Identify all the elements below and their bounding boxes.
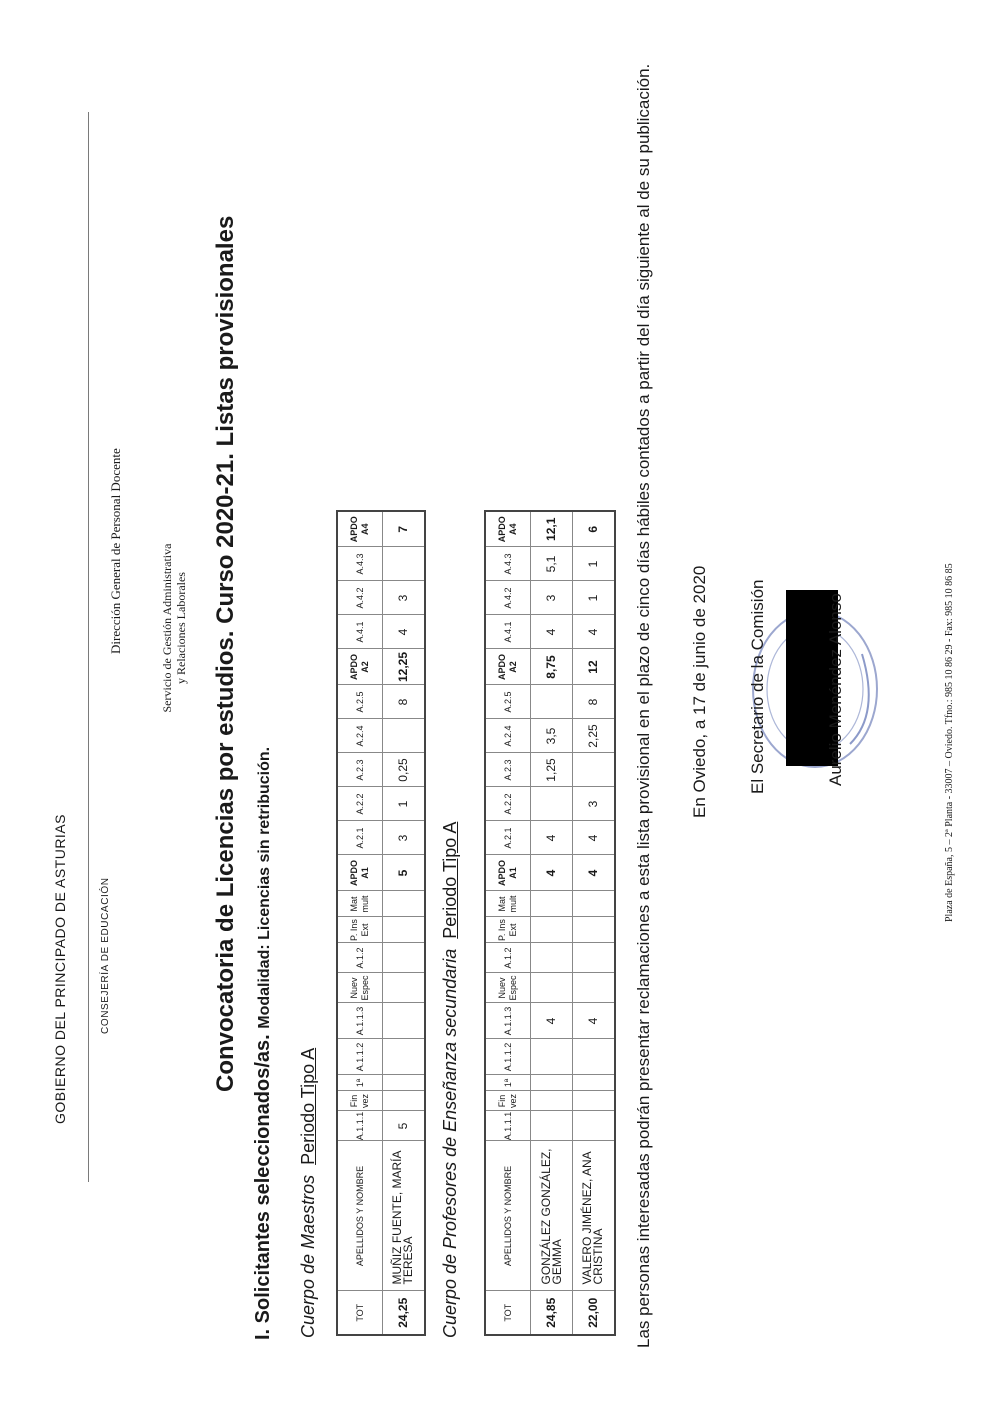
column-header: A.1.1.3 [337, 1003, 383, 1039]
score-cell: 2,25 [573, 719, 615, 753]
score-cell: 1 [573, 547, 615, 581]
score-cell [573, 973, 615, 1003]
score-cell: 12,1 [531, 511, 573, 547]
column-header: P. Ins Ext [337, 917, 383, 943]
table-maestros [336, 510, 426, 1336]
column-header: APDO A4 [337, 511, 383, 547]
column-header: A.1.1.1 [485, 1111, 531, 1141]
column-header: Nuev Espec [337, 973, 383, 1003]
column-header: 1ª [485, 1075, 531, 1091]
column-header: A.1.2 [337, 943, 383, 973]
column-header: A.1.1.2 [485, 1039, 531, 1075]
column-header: APELLIDOS Y NOMBRE [485, 1141, 531, 1291]
column-header: P. Ins Ext [485, 917, 531, 943]
section-heading-detail: Modalidad: Licencias sin retribución. [256, 746, 273, 1029]
header-row [485, 511, 531, 1335]
score-cell [383, 1039, 425, 1075]
servicio-name [160, 518, 188, 738]
header-divider [88, 112, 89, 1182]
cuerpo-heading-maestros [298, 1048, 319, 1338]
column-header: A.2.5 [337, 685, 383, 719]
score-cell: 1,25 [531, 753, 573, 787]
score-cell [573, 753, 615, 787]
column-header: APDO A2 [337, 649, 383, 685]
score-cell: 3,5 [531, 719, 573, 753]
periodo-label: Periodo Tipo A [440, 821, 460, 939]
column-header: APDO A2 [485, 649, 531, 685]
score-cell [531, 1075, 573, 1091]
score-cell [383, 1003, 425, 1039]
score-cell: 4 [573, 821, 615, 855]
score-cell [383, 891, 425, 917]
table-row [531, 511, 573, 1335]
score-cell [573, 917, 615, 943]
score-cell [531, 917, 573, 943]
periodo-label: Periodo Tipo A [298, 1047, 318, 1165]
column-header: TOT [337, 1291, 383, 1335]
score-cell: 1 [383, 787, 425, 821]
place-and-date: En Oviedo, a 17 de junio de 2020 [690, 565, 709, 818]
direccion-name: Dirección General de Personal Docente [108, 448, 123, 654]
column-header: A.2.3 [337, 753, 383, 787]
section-heading [252, 747, 275, 1340]
government-name: GOBIERNO DEL PRINCIPADO DE ASTURIAS [52, 813, 68, 1124]
score-cell [531, 943, 573, 973]
score-cell [531, 1091, 573, 1111]
score-cell: 6 [573, 511, 615, 547]
score-cell: 4 [531, 615, 573, 649]
cuerpo-heading-secundaria [440, 822, 461, 1338]
column-header: Fin vez [337, 1091, 383, 1111]
score-cell: 1 [573, 581, 615, 615]
column-header: APDO A1 [337, 855, 383, 891]
column-header: Fin vez [485, 1091, 531, 1111]
column-header: A.2.1 [337, 821, 383, 855]
document-title: Convocatoria de Licencias por estudios. Curso 2020-21. Listas provisionales [212, 215, 239, 1092]
column-header: A.2.1 [485, 821, 531, 855]
cuerpo-name: Cuerpo de Profesores de Enseñanza secundaria [440, 948, 460, 1338]
score-cell: 3 [573, 787, 615, 821]
column-header: A.1.1.2 [337, 1039, 383, 1075]
score-cell [573, 1111, 615, 1141]
claims-notice: Las personas interesadas podrán presentar reclamaciones a esta lista provisional en el plazo de cinco días hábiles contados a partir del día siguiente al de su publicación. [634, 63, 653, 1348]
score-cell [531, 1111, 573, 1141]
column-header: APDO A4 [485, 511, 531, 547]
column-header: TOT [485, 1291, 531, 1335]
servicio-line-2: y Relaciones Laborales [174, 572, 188, 684]
table-row [383, 511, 425, 1335]
score-cell [383, 1075, 425, 1091]
column-header: A.4.3 [337, 547, 383, 581]
score-cell: 8 [573, 685, 615, 719]
column-header: A.4.3 [485, 547, 531, 581]
score-cell: 4 [573, 855, 615, 891]
table-secundaria [484, 510, 616, 1336]
score-cell: 5 [383, 855, 425, 891]
total-cell: 24,25 [383, 1291, 425, 1335]
score-cell: 5 [383, 1111, 425, 1141]
signatory-role: El Secretario de la Comisión [748, 579, 767, 794]
column-header: A.2.4 [485, 719, 531, 753]
column-header: Mat mult [485, 891, 531, 917]
total-cell: 24,85 [531, 1291, 573, 1335]
column-header: A.1.1.1 [337, 1111, 383, 1141]
score-cell [573, 1075, 615, 1091]
score-cell: 12,25 [383, 649, 425, 685]
address-footer: Plaza de España, 5 – 2ª Planta - 33007 – Oviedo. Tfno.: 985 10 86 29 - Fax: 985 10 86 85 [944, 563, 955, 922]
score-cell [383, 547, 425, 581]
consejeria-name: CONSEJERÍA DE EDUCACIÓN [100, 877, 111, 1034]
score-cell [531, 891, 573, 917]
score-cell [531, 1039, 573, 1075]
column-header: A.1.2 [485, 943, 531, 973]
column-header: A.1.1.3 [485, 1003, 531, 1039]
score-cell [573, 1039, 615, 1075]
column-header: APELLIDOS Y NOMBRE [337, 1141, 383, 1291]
name-cell: VALERO JIMÉNEZ, ANA CRISTINA [573, 1141, 615, 1291]
name-cell: GONZÁLEZ GONZÁLEZ, GEMMA [531, 1141, 573, 1291]
column-header: APDO A1 [485, 855, 531, 891]
section-heading-main: I. Solicitantes seleccionados/as. [252, 1034, 274, 1340]
score-cell: 4 [573, 615, 615, 649]
score-cell [531, 787, 573, 821]
column-header: A.2.3 [485, 753, 531, 787]
score-cell: 4 [383, 615, 425, 649]
score-cell [383, 1091, 425, 1111]
score-cell: 3 [383, 821, 425, 855]
score-cell [383, 973, 425, 1003]
column-header: Nuev Espec [485, 973, 531, 1003]
score-cell: 4 [531, 1003, 573, 1039]
score-cell: 3 [383, 581, 425, 615]
header-row [337, 511, 383, 1335]
name-cell: MUÑIZ FUENTE, MARÍA TERESA [383, 1141, 425, 1291]
score-cell [531, 685, 573, 719]
score-cell [573, 891, 615, 917]
column-header: A.4.1 [337, 615, 383, 649]
score-cell: 4 [531, 855, 573, 891]
column-header: A.2.4 [337, 719, 383, 753]
score-cell: 5,1 [531, 547, 573, 581]
score-cell: 7 [383, 511, 425, 547]
column-header: A.4.2 [485, 581, 531, 615]
column-header: A.2.2 [485, 787, 531, 821]
score-cell: 8,75 [531, 649, 573, 685]
score-cell [573, 1091, 615, 1111]
score-cell [531, 973, 573, 1003]
score-cell: 3 [531, 581, 573, 615]
score-cell [383, 917, 425, 943]
score-cell [383, 719, 425, 753]
column-header: Mat mult [337, 891, 383, 917]
signatory-name: Aurelio Menéndez Alonso [826, 593, 845, 786]
score-cell: 0,25 [383, 753, 425, 787]
column-header: A.2.5 [485, 685, 531, 719]
score-cell [573, 943, 615, 973]
score-cell: 12 [573, 649, 615, 685]
score-cell [383, 943, 425, 973]
column-header: A.4.1 [485, 615, 531, 649]
servicio-line-1: Servicio de Gestión Administrativa [160, 543, 174, 713]
column-header: A.4.2 [337, 581, 383, 615]
score-cell: 4 [531, 821, 573, 855]
column-header: A.2.2 [337, 787, 383, 821]
total-cell: 22,00 [573, 1291, 615, 1335]
table-row [573, 511, 615, 1335]
score-cell: 4 [573, 1003, 615, 1039]
score-cell: 8 [383, 685, 425, 719]
cuerpo-name: Cuerpo de Maestros [298, 1174, 318, 1338]
column-header: 1ª [337, 1075, 383, 1091]
